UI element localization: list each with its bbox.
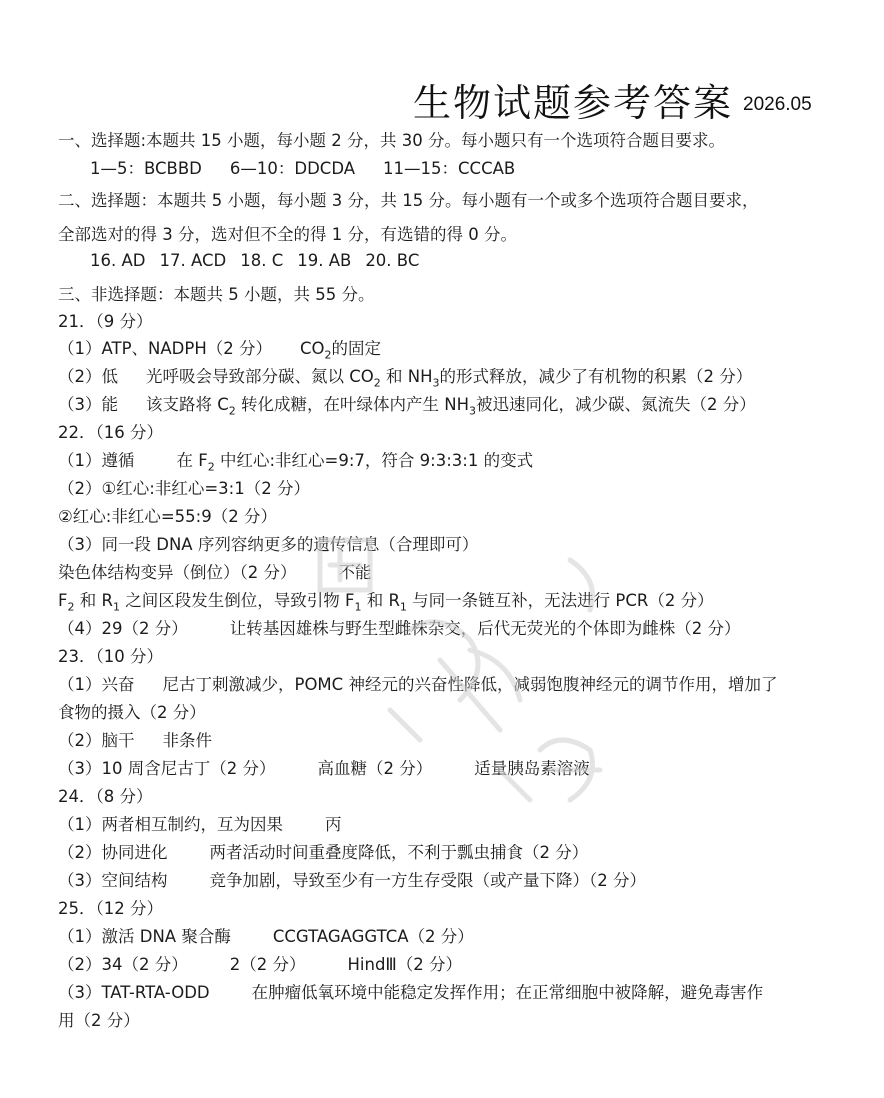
answer-16: 16. AD xyxy=(90,251,146,270)
answer-group-1: 1—5：BCBBD xyxy=(90,159,202,178)
q23-part1-cont: 食物的摄入（2 分） xyxy=(58,703,206,722)
answer-20: 20. BC xyxy=(365,251,420,270)
q25-part1: （1）激活 DNA 聚合酶 CCGTAGAGGTCA（2 分） xyxy=(58,927,474,946)
section1-answers xyxy=(90,158,515,180)
title-row xyxy=(413,72,812,127)
q22-part3c: $F_2$ 和 $R_1$ 之间区段发生倒位，导致引物 $F_1$ 和 $R_1$ 与同一条链互补，无法进行 PCR（2 分） xyxy=(58,591,714,614)
section2-heading-line1: 二、选择题：本题共 5 小题，每小题 3 分，共 15 分。每小题有一个或多个选项符合题目要求， xyxy=(58,191,759,210)
q23-title: 23．（10 分） xyxy=(58,647,163,666)
section1-heading: 一、选择题:本题共 15 小题，每小题 2 分，共 30 分。每小题只有一个选项符合题目要求。 xyxy=(58,131,726,150)
q24-part3: （3）空间结构 竞争加剧，导致至少有一方生存受限（或产量下降）（2 分） xyxy=(58,871,646,890)
q23-part2: （2）脑干 非条件 xyxy=(58,731,212,750)
q21-part2: （2）低 光呼吸会导致部分碳、氮以 $CO_2$ 和 $NH_3$的形式释放，减少了有机物的积累（2 分） xyxy=(58,367,753,390)
exam-date: 2026.05 xyxy=(743,94,812,115)
page-title: 生物试题参考答案 xyxy=(413,81,734,125)
answer-18: 18. C xyxy=(240,251,284,270)
q22-part1: （1）遵循 在 $F_2$ 中红心:非红心=9:7，符合 9:3:3:1 的变式 xyxy=(58,451,534,474)
answer-17: 17. ACD xyxy=(159,251,227,270)
q24-part1: （1）两者相互制约，互为因果 丙 xyxy=(58,815,342,834)
q25-part2: （2）34（2 分） 2（2 分） HindⅢ（2 分） xyxy=(58,955,463,974)
q23-part3: （3）10 周含尼古丁（2 分） 高血糖（2 分） 适量胰岛素溶液 xyxy=(58,759,590,778)
section2-heading-line2: 全部选对的得 3 分，选对但不全的得 1 分，有选错的得 0 分。 xyxy=(58,225,517,244)
q22-part2b: ②红心:非红心=55:9（2 分） xyxy=(58,507,277,526)
answer-19: 19. AB xyxy=(297,251,352,270)
answer-group-2: 6—10：DDCDA xyxy=(229,159,356,178)
q21-part1: （1）ATP、NADPH（2 分） $CO_2$的固定 xyxy=(58,339,381,362)
q23-part1: （1）兴奋 尼古丁刺激减少，POMC 神经元的兴奋性降低，减弱饱腹神经元的调节作用，增加了 xyxy=(58,675,778,694)
q22-part3b: 染色体结构变异（倒位）（2 分） 不能 xyxy=(58,563,372,582)
q21-part3: （3）能 该支路将 $C_2$ 转化成糖，在叶绿体内产生 $NH_3$被迅速同化，减少碳、氮流失（2 分） xyxy=(58,395,756,418)
section3-heading: 三、非选择题：本题共 5 小题，共 55 分。 xyxy=(58,285,375,304)
q25-title: 25．（12 分） xyxy=(58,899,163,918)
q25-part3-cont: 用（2 分） xyxy=(58,1011,140,1030)
answer-group-3: 11—15：CCCAB xyxy=(383,159,516,178)
q25-part3: （3）TAT-RTA-ODD 在肿瘤低氧环境中能稳定发挥作用；在正常细胞中被降解，避免毒害作 xyxy=(58,983,764,1002)
section2-answers xyxy=(90,250,419,272)
q22-part3: （3）同一段 DNA 序列容纳更多的遗传信息（合理即可） xyxy=(58,535,479,554)
q24-part2: （2）协同进化 两者活动时间重叠度降低，不利于瓢虫捕食（2 分） xyxy=(58,843,589,862)
q21-title: 21．（9 分） xyxy=(58,312,153,331)
q22-part2: （2）①红心:非红心=3:1（2 分） xyxy=(58,479,310,498)
q24-title: 24．（8 分） xyxy=(58,787,153,806)
q22-title: 22．（16 分） xyxy=(58,423,163,442)
q22-part4: （4）29（2 分） 让转基因雄株与野生型雌株杂交，后代无荧光的个体即为雌株（2 分） xyxy=(58,619,741,638)
